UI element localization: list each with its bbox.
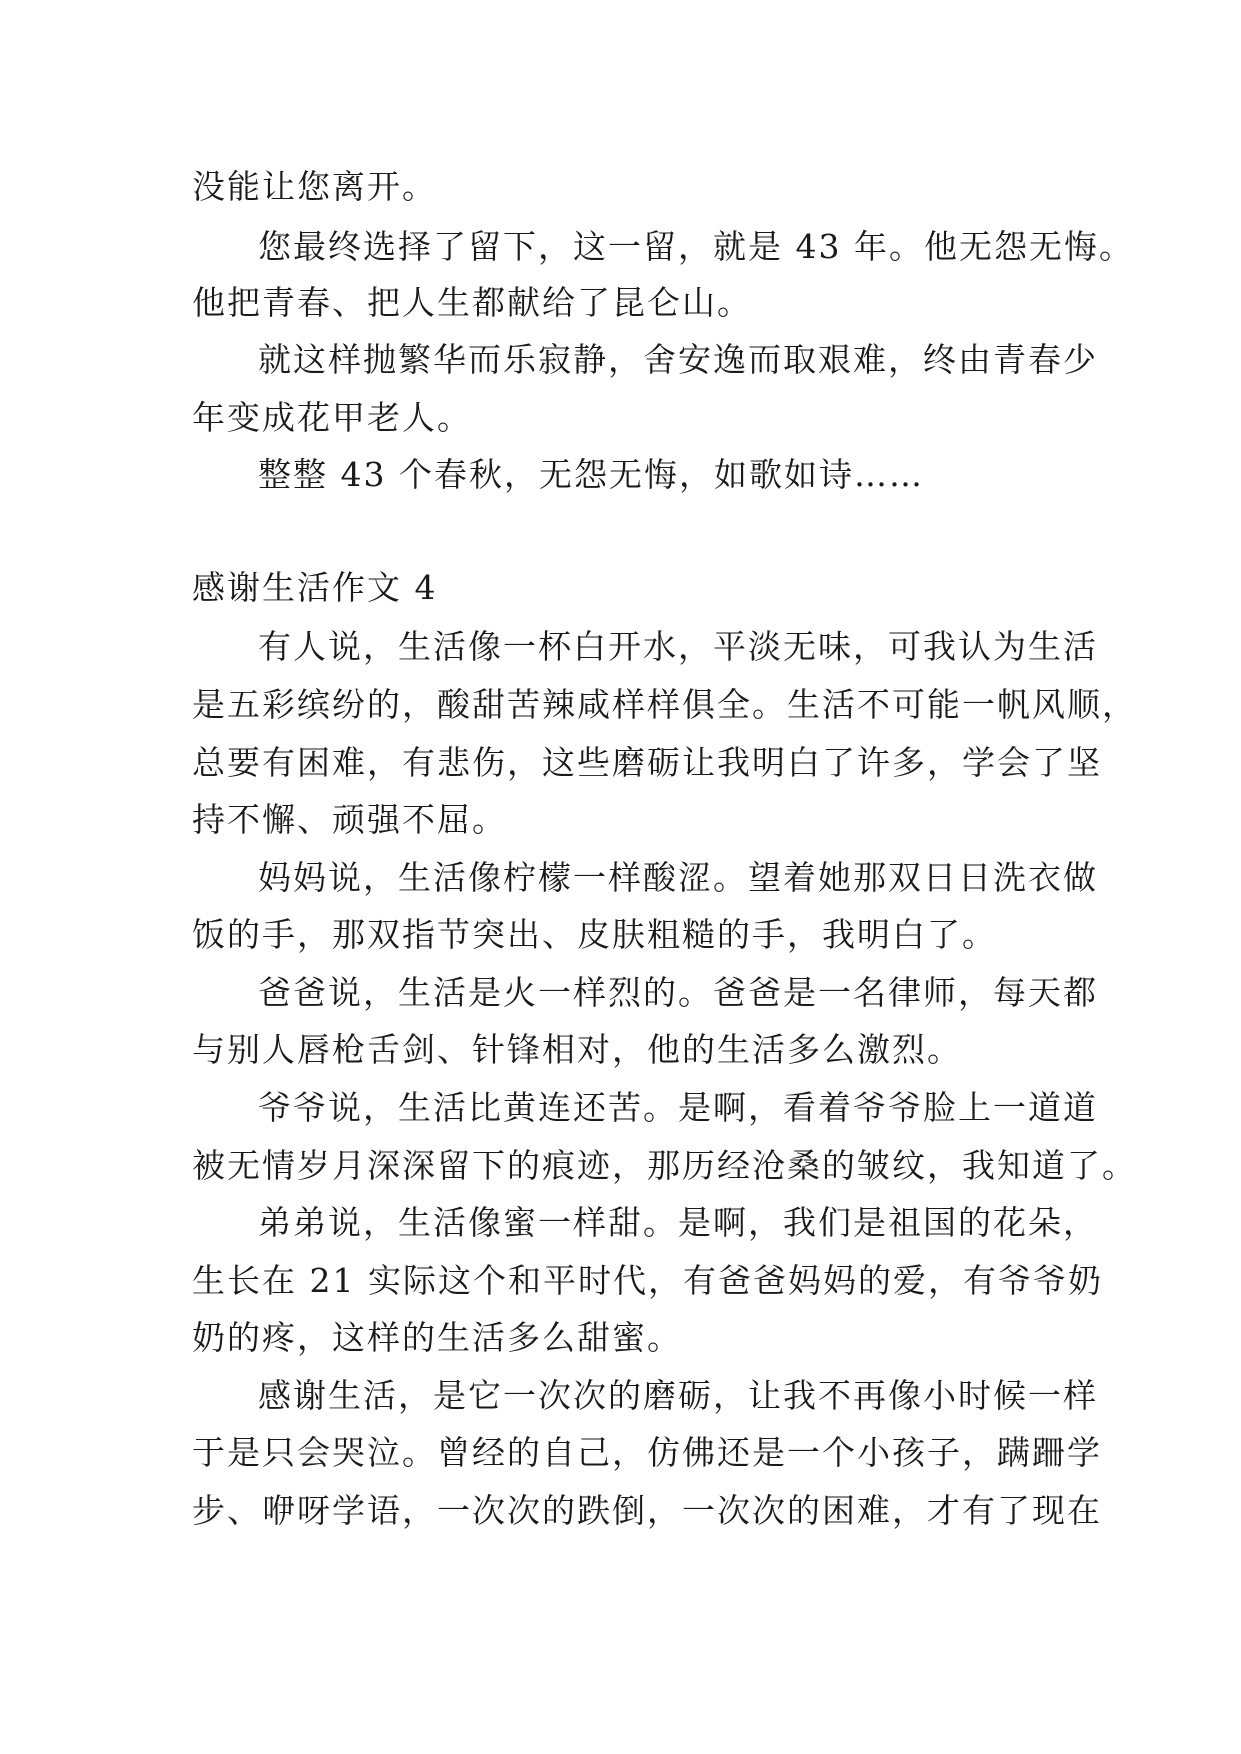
text-line: 您最终选择了留下，这一留，就是 43 年。他无怨无悔。 <box>258 227 1134 266</box>
text-line: 是五彩缤纷的，酸甜苦辣咸样样俱全。生活不可能一帆风顺， <box>192 685 1137 724</box>
text-line: 爷爷说，生活比黄连还苦。是啊，看着爷爷脸上一道道 <box>258 1088 1098 1127</box>
text-line: 感谢生活，是它一次次的磨砺，让我不再像小时候一样 <box>258 1376 1098 1415</box>
text-line: 生长在 21 实际这个和平时代，有爸爸妈妈的爱，有爷爷奶 <box>192 1261 1103 1300</box>
text-line: 于是只会哭泣。曾经的自己，仿佛还是一个小孩子，蹒跚学 <box>192 1433 1102 1472</box>
text-line: 就这样抛繁华而乐寂静，舍安逸而取艰难，终由青春少 <box>258 340 1098 379</box>
text-line: 他把青春、把人生都献给了昆仑山。 <box>192 283 752 322</box>
text-line: 奶的疼，这样的生活多么甜蜜。 <box>192 1318 682 1357</box>
text-line: 弟弟说，生活像蜜一样甜。是啊，我们是祖国的花朵， <box>258 1203 1098 1242</box>
text-line: 年变成花甲老人。 <box>192 398 472 437</box>
text-line: 被无情岁月深深留下的痕迹，那历经沧桑的皱纹，我知道了。 <box>192 1146 1137 1185</box>
text-line: 有人说，生活像一杯白开水，平淡无味，可我认为生活 <box>258 627 1098 666</box>
text-line: 饭的手，那双指节突出、皮肤粗糙的手，我明白了。 <box>192 915 997 954</box>
text-line: 没能让您离开。 <box>192 167 437 206</box>
text-line: 爸爸说，生活是火一样烈的。爸爸是一名律师，每天都 <box>258 973 1098 1012</box>
text-line: 妈妈说，生活像柠檬一样酸涩。望着她那双日日洗衣做 <box>258 858 1098 897</box>
text-line: 与别人唇枪舌剑、针锋相对，他的生活多么激烈。 <box>192 1030 962 1069</box>
section-heading: 感谢生活作文 4 <box>192 568 438 607</box>
text-line: 持不懈、顽强不屈。 <box>192 800 507 839</box>
text-line: 步、咿呀学语，一次次的跌倒，一次次的困难，才有了现在 <box>192 1491 1102 1530</box>
text-line: 整整 43 个春秋，无怨无悔，如歌如诗…… <box>258 455 924 494</box>
text-line: 总要有困难，有悲伤，这些磨砺让我明白了许多，学会了坚 <box>192 743 1102 782</box>
